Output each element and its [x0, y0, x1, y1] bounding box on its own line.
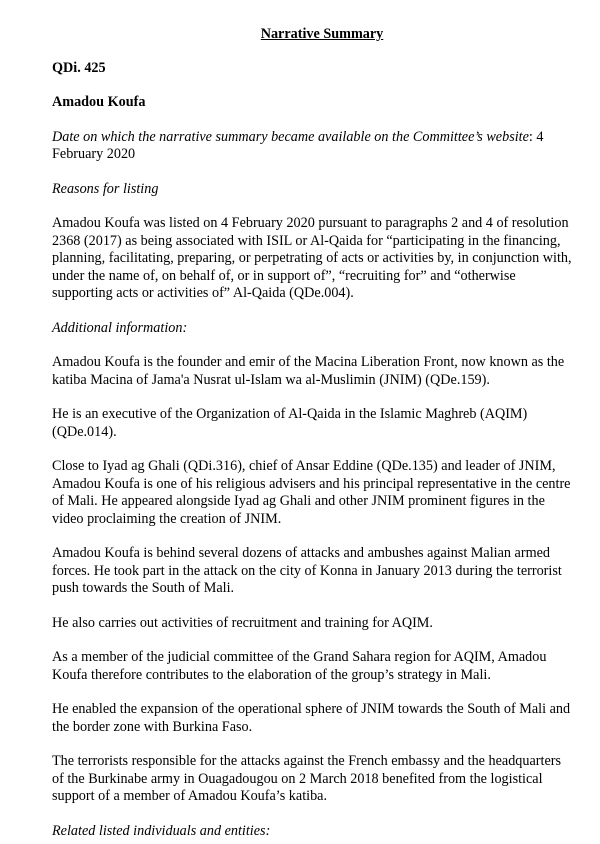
- date-value: 4 February 2020: [52, 128, 544, 162]
- reasons-heading: Reasons for listing: [52, 180, 159, 197]
- additional-heading: Additional information:: [52, 319, 188, 336]
- date-separator: :: [528, 128, 537, 145]
- paragraph-judicial: As a member of the judicial committee of the Grand Sahara region for AQIM, Amadou Koufa therefore contributes to the elaboration of the group’s strategy in Mali.: [52, 649, 547, 683]
- date-line: [52, 129, 572, 164]
- paragraph-executive: He is an executive of the Organization of Al-Qaida in the Islamic Maghreb (AQIM) (QDe.014).: [52, 406, 528, 440]
- paragraph-advisor: Close to Iyad ag Ghali (QDi.316), chief of Ansar Eddine (QDe.135) and leader of JNIM, Amadou Koufa is one of his religious advisers and his principal representative in the centre of Mali. He appeared alongside Iyad ag Ghali and other JNIM prominent figures in the video proclaiming the creation of JNIM.: [52, 458, 571, 527]
- listed-name: Amadou Koufa: [52, 94, 146, 110]
- document-page: [52, 26, 572, 840]
- paragraph-ouagadougou: The terrorists responsible for the attacks against the French embassy and the headquarters of the Burkinabe army in Ouagadougou on 2 March 2018 benefited from the logistical support of a member of Amadou Koufa’s katiba.: [52, 753, 562, 804]
- reasons-text: Amadou Koufa was listed on 4 February 2020 pursuant to paragraphs 2 and 4 of resolution 2368 (2017) as being associated with ISIL or Al-Qaida for “participating in the financing, planning, facilitating, preparing, or perpetrating of acts or activities by, in conjunction with, under the name of, on behalf of, or in support of”, “recruiting for” and “otherwise supporting acts or activities of” Al-Qaida (QDe.004).: [52, 215, 572, 301]
- paragraph-founder: Amadou Koufa is the founder and emir of the Macina Liberation Front, now known as the katiba Macina of Jama'a Nusrat ul-Islam wa al-Muslimin (JNIM) (QDe.159).: [52, 354, 565, 388]
- paragraph-expansion: He enabled the expansion of the operational sphere of JNIM towards the South of Mali and the border zone with Burkina Faso.: [52, 701, 571, 735]
- paragraph-recruitment: He also carries out activities of recruitment and training for AQIM.: [52, 614, 433, 631]
- document-title: Narrative Summary: [260, 26, 384, 42]
- related-heading: Related listed individuals and entities:: [52, 822, 271, 839]
- paragraph-attacks: Amadou Koufa is behind several dozens of attacks and ambushes against Malian armed forces. He took part in the attack on the city of Konna in January 2013 during the terrorist push towards the South of Mali.: [52, 545, 562, 596]
- reference-number: QDi. 425: [52, 59, 106, 76]
- date-label: Date on which the narrative summary became available on the Committee’s website: [52, 128, 529, 145]
